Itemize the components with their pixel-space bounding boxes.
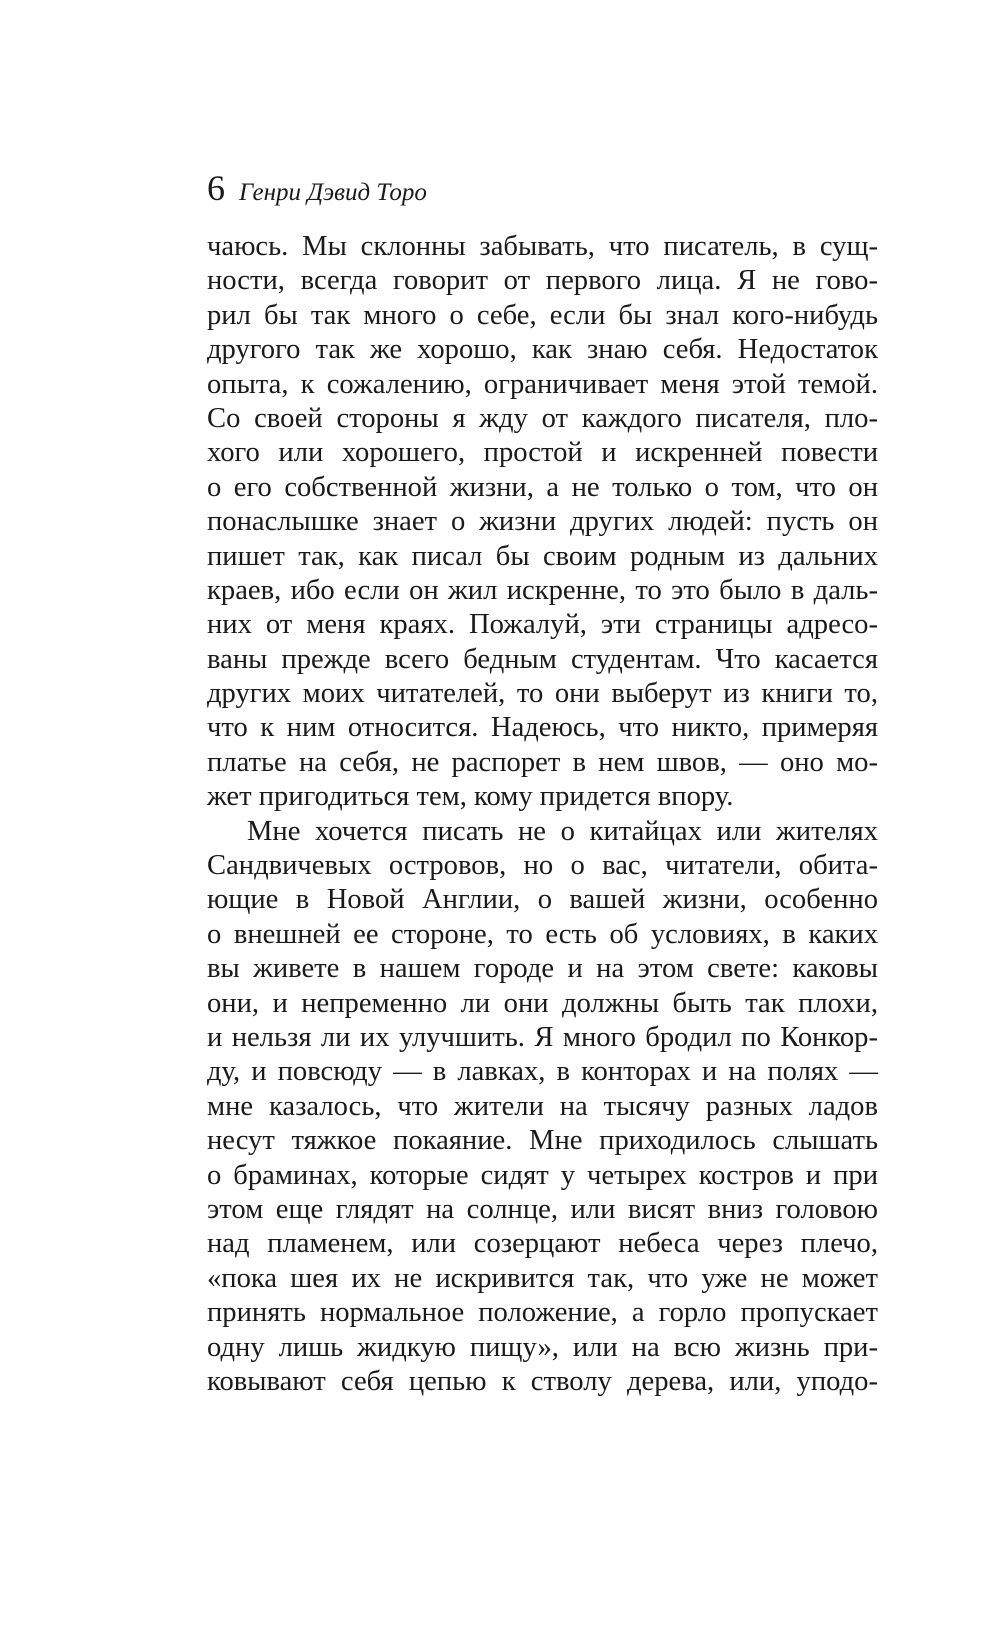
text-line: вы живете в нашем городе и на этом свете: каковы [207, 953, 878, 985]
text-line: краев, ибо если он жил искренне, то это было в даль- [207, 574, 878, 606]
text-line: Мне хочется писать не о китайцах или жителях [247, 815, 878, 847]
text-line: и нельзя ли их улучшить. Я много бродил по Конкор- [207, 1021, 878, 1053]
text-line: они, и непременно ли они должны быть так плохи, [207, 987, 878, 1019]
text-line: ковывают себя цепью к стволу дерева, или, уподо- [207, 1365, 878, 1397]
text-line: них от меня краях. Пожалуй, эти страницы адресо- [207, 609, 878, 641]
text-line: хого или хорошего, простой и искренней повести [207, 437, 878, 469]
text-line: о внешней ее стороне, то есть об условиях, в каких [207, 918, 878, 950]
text-line: рил бы так много о себе, если бы знал кого-нибудь [207, 299, 878, 331]
text-line: чаюсь. Мы склонны забывать, что писатель, в сущ- [207, 231, 878, 262]
text-line: о его собственной жизни, а не только о том, что он [207, 471, 878, 503]
text-line: опыта, к сожалению, ограничивает меня этой темой. [207, 368, 878, 400]
text-line: понаслышке знает о жизни других людей: пусть он [207, 506, 878, 538]
text-line: принять нормальное положение, а горло пропускает [207, 1297, 878, 1329]
page-number: 6 [207, 168, 225, 208]
text-line: других моих читателей, то они выберут из книги то, [207, 678, 878, 710]
paragraph [207, 230, 878, 815]
text-line: платье на себя, не распорет в нем швов, — оно мо- [207, 746, 878, 778]
paragraph [207, 815, 878, 1400]
text-line: этом еще глядят на солнце, или висят вниз головою [207, 1193, 878, 1225]
text-line: ности, всегда говорит от первого лица. Я не гово- [207, 265, 878, 297]
text-line: мне казалось, что жители на тысячу разных ладов [207, 1090, 878, 1122]
text-line: ду, и повсюду — в лавках, в конторах и на полях — [207, 1056, 878, 1088]
text-line: несут тяжкое покаяние. Мне приходилось слышать [207, 1125, 878, 1157]
text-line: другого так же хорошо, как знаю себя. Недостаток [207, 334, 878, 366]
running-title: Генри Дэвид Торо [239, 179, 427, 206]
text-line: жет пригодиться тем, кому придется впору. [207, 781, 734, 813]
body-text [207, 230, 878, 1399]
text-line: одну лишь жидкую пищу», или на всю жизнь при- [207, 1331, 878, 1363]
text-line: Сандвичевых островов, но о вас, читатели, обита- [207, 850, 878, 882]
text-line: что к ним относится. Надеюсь, что никто, примеряя [207, 712, 878, 744]
text-line: над пламенем, или созерцают небеса через плечо, [207, 1228, 878, 1260]
text-line: о браминах, которые сидят у четырех костров и при [207, 1159, 878, 1191]
text-line: «пока шея их не искривится так, что уже не может [207, 1262, 878, 1294]
text-line: пишет так, как писал бы своим родным из дальних [207, 540, 878, 572]
text-line: ваны прежде всего бедным студентам. Что касается [207, 643, 878, 675]
text-line: Со своей стороны я жду от каждого писателя, пло- [207, 402, 878, 434]
text-line: ющие в Новой Англии, о вашей жизни, особенно [207, 884, 878, 916]
running-head [207, 168, 427, 208]
